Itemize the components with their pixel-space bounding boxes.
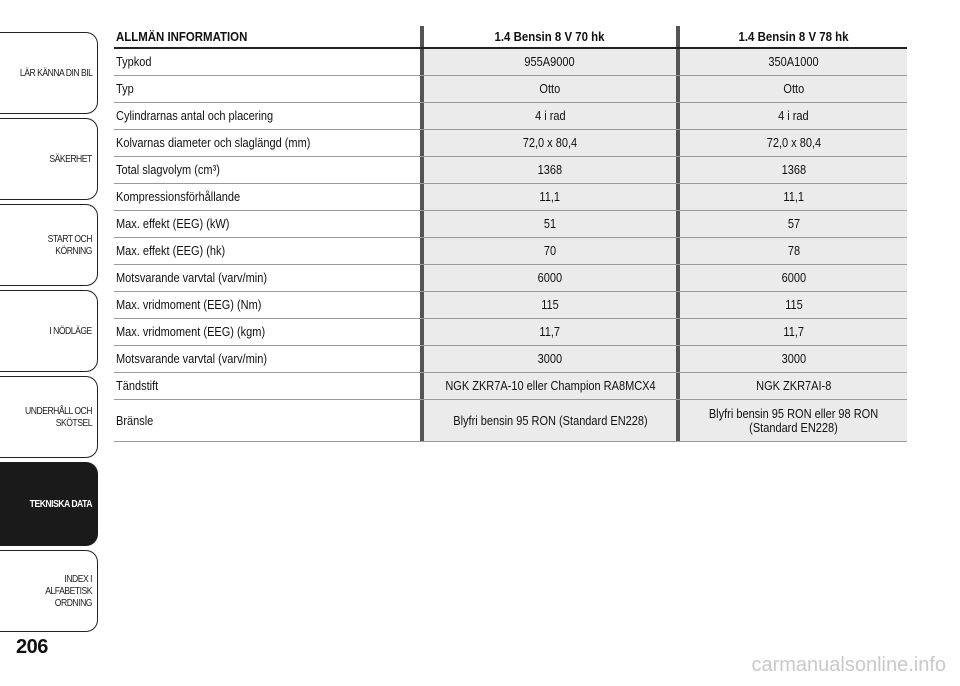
spec-value-cell: Otto	[676, 76, 907, 102]
spec-value-cell: 11,1	[420, 184, 676, 210]
spec-value-cell: NGK ZKR7A-10 eller Champion RA8MCX4	[420, 373, 676, 399]
table-row	[114, 346, 907, 373]
spec-label-cell: Typkod	[116, 55, 152, 69]
spec-value-cell: 78	[676, 238, 907, 264]
spec-value-cell: 350A1000	[676, 49, 907, 75]
spec-label-cell: Max. vridmoment (EEG) (Nm)	[116, 298, 262, 312]
spec-label-cell: Kolvarnas diameter och slaglängd (mm)	[116, 136, 311, 150]
table-row	[114, 319, 907, 346]
table-row	[114, 184, 907, 211]
spec-label-cell: Typ	[116, 82, 134, 96]
spec-value-cell: 115	[676, 292, 907, 318]
column-header-engine-70hk: 1.4 Bensin 8 V 70 hk	[420, 26, 676, 47]
tab-sakerhet[interactable]: SÄKERHET	[0, 118, 98, 200]
tab-tekniska-data[interactable]: TEKNISKA DATA	[0, 462, 98, 546]
spec-value-cell: 955A9000	[420, 49, 676, 75]
table-row	[114, 373, 907, 400]
spec-value-cell: Blyfri bensin 95 RON eller 98 RON (Standard EN228)	[676, 400, 907, 441]
table-row	[114, 400, 907, 442]
spec-label-cell: Max. vridmoment (EEG) (kgm)	[116, 325, 266, 339]
table-row	[114, 130, 907, 157]
spec-label-cell: Cylindrarnas antal och placering	[116, 109, 274, 123]
spec-value-cell: 11,1	[676, 184, 907, 210]
tab-i-nodlage[interactable]: I NÖDLÄGE	[0, 290, 98, 372]
table-row	[114, 157, 907, 184]
table-row	[114, 292, 907, 319]
spec-label-cell: Kompressionsförhållande	[116, 190, 241, 204]
table-row	[114, 265, 907, 292]
spec-value-cell: 11,7	[420, 319, 676, 345]
spec-label-cell: Bränsle	[116, 413, 154, 428]
spec-value-cell: 4 i rad	[420, 103, 676, 129]
spec-value-cell: 1368	[420, 157, 676, 183]
spec-value-cell: 51	[420, 211, 676, 237]
tab-start-och-korning[interactable]: START OCH KÖRNING	[0, 204, 98, 286]
tab-index-i-alfabetisk-ordning[interactable]: INDEX I ALFABETISK ORDNING	[0, 550, 98, 632]
spec-value-cell: 11,7	[676, 319, 907, 345]
table-row	[114, 103, 907, 130]
spec-label-cell: Motsvarande varvtal (varv/min)	[116, 352, 267, 366]
table-header-row	[114, 26, 907, 49]
spec-value-cell: 4 i rad	[676, 103, 907, 129]
table-row	[114, 238, 907, 265]
spec-value-cell: 115	[420, 292, 676, 318]
spec-value-cell: 57	[676, 211, 907, 237]
table-row	[114, 49, 907, 76]
table-row	[114, 211, 907, 238]
spec-label-cell: Max. effekt (EEG) (kW)	[116, 217, 230, 231]
spec-value-cell: 3000	[676, 346, 907, 372]
spec-value-cell: Otto	[420, 76, 676, 102]
table-row	[114, 76, 907, 103]
column-header-general-info: ALLMÄN INFORMATION	[116, 29, 248, 44]
spec-value-cell: 6000	[420, 265, 676, 291]
spec-value-cell: NGK ZKR7AI-8	[676, 373, 907, 399]
spec-value-cell: 6000	[676, 265, 907, 291]
watermark: carmanualsonline.info	[751, 654, 946, 676]
spec-value-cell: Blyfri bensin 95 RON (Standard EN228)	[420, 400, 676, 441]
tab-underhall-och-skotsel[interactable]: UNDERHÅLL OCH SKÖTSEL	[0, 376, 98, 458]
table-body	[114, 49, 907, 442]
spec-label-cell: Total slagvolym (cm³)	[116, 163, 220, 177]
spec-label-cell: Max. effekt (EEG) (hk)	[116, 244, 226, 258]
spec-value-cell: 1368	[676, 157, 907, 183]
spec-label-cell: Tändstift	[116, 379, 159, 393]
spec-value-cell: 72,0 x 80,4	[420, 130, 676, 156]
spec-value-cell: 70	[420, 238, 676, 264]
tab-lar-kanna-din-bil[interactable]: LÄR KÄNNA DIN BIL	[0, 32, 98, 114]
column-header-engine-78hk: 1.4 Bensin 8 V 78 hk	[676, 26, 907, 47]
page-number: 206	[16, 636, 48, 658]
engine-spec-table	[114, 26, 907, 442]
spec-label-cell: Motsvarande varvtal (varv/min)	[116, 271, 267, 285]
spec-value-cell: 72,0 x 80,4	[676, 130, 907, 156]
spec-value-cell: 3000	[420, 346, 676, 372]
